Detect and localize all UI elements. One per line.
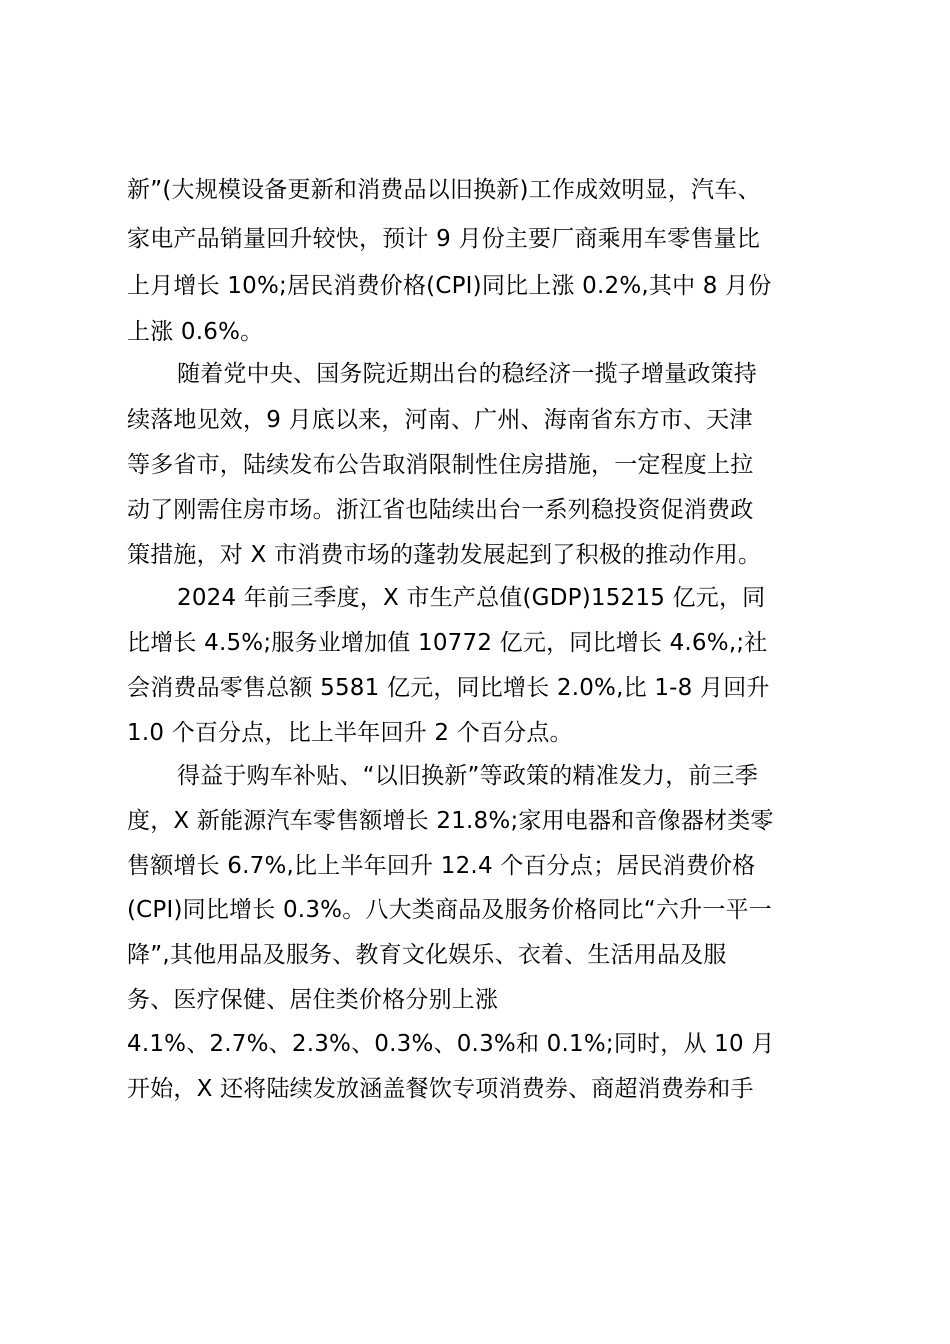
paragraph-first-line: 2024 年前三季度，X 市生产总值(GDP)15215 亿元，同 <box>177 585 766 611</box>
text-line: 策措施，对 X 市消费市场的蓬勃发展起到了积极的推动作用。 <box>127 542 762 568</box>
paragraph-first-line: 随着党中央、国务院近期出台的稳经济一揽子增量政策持 <box>177 361 757 387</box>
text-line: 新”(大规模设备更新和消费品以旧换新)工作成效明显，汽车、 <box>127 177 761 203</box>
text-line: 比增长 4.5%;服务业增加值 10772 亿元，同比增长 4.6%,;社 <box>127 630 768 656</box>
text-line: (CPI)同比增长 0.3%。八大类商品及服务价格同比“六升一平一 <box>127 897 772 923</box>
text-line: 上涨 0.6%。 <box>127 319 264 345</box>
text-line: 动了刚需住房市场。浙江省也陆续出台一系列稳投资促消费政 <box>127 497 754 523</box>
text-line: 务、医疗保健、居住类价格分别上涨 <box>127 987 499 1013</box>
text-line: 1.0 个百分点，比上半年回升 2 个百分点。 <box>127 720 573 746</box>
text-line: 4.1%、2.7%、2.3%、0.3%、0.3%和 0.1%;同时，从 10 月 <box>127 1031 775 1057</box>
text-line: 会消费品零售总额 5581 亿元，同比增长 2.0%,比 1-8 月回升 <box>127 675 770 701</box>
text-line: 上月增长 10%;居民消费价格(CPI)同比上涨 0.2%,其中 8 月份 <box>127 273 772 299</box>
text-line: 等多省市，陆续发布公告取消限制性住房措施，一定程度上拉 <box>127 452 754 478</box>
text-line: 售额增长 6.7%,比上半年回升 12.4 个百分点；居民消费价格 <box>127 853 756 879</box>
text-line: 家电产品销量回升较快，预计 9 月份主要厂商乘用车零售量比 <box>127 226 761 252</box>
paragraph-first-line: 得益于购车补贴、“以旧换新”等政策的精准发力，前三季 <box>177 763 759 789</box>
text-line: 度，X 新能源汽车零售额增长 21.8%;家用电器和音像器材类零 <box>127 808 774 834</box>
text-line: 开始，X 还将陆续发放涵盖餐饮专项消费券、商超消费券和手 <box>127 1076 754 1102</box>
text-line: 续落地见效，9 月底以来，河南、广州、海南省东方市、天津 <box>127 407 753 433</box>
text-line: 降”,其他用品及服务、教育文化娱乐、衣着、生活用品及服 <box>127 942 727 968</box>
